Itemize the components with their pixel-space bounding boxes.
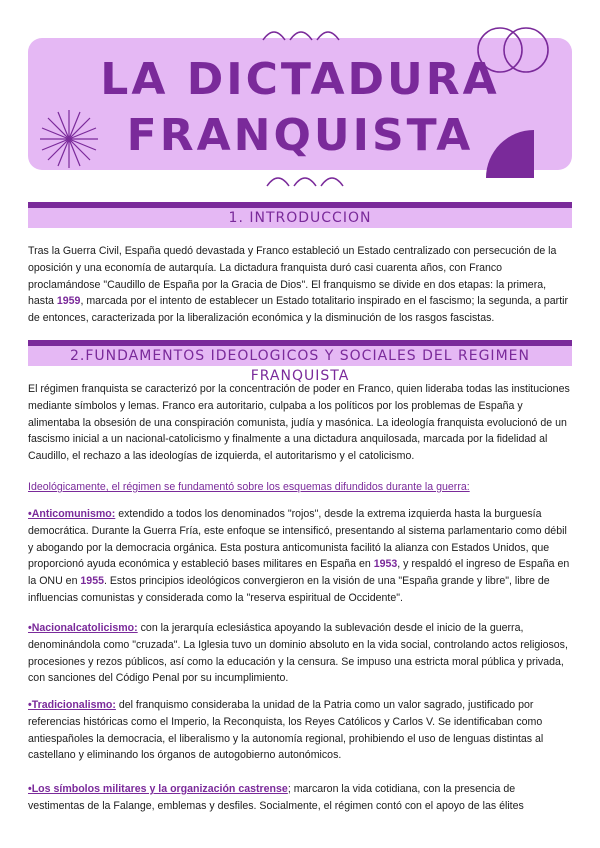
tradicionalismo-paragraph: •Tradicionalismo: del franquismo consideraba la unidad de la Patria como un valor sagrado, justificado por referencias históricas como el Imperio, la Reconquista, los Reyes Católicos y Carlos V. Se identificaban como antiespañoles la democracia, el liberalismo y la autonomía regional, prohibiendo el uso de lenguas distintas al castellano y eliminando los órganos de autogobierno autonómicos. [28, 699, 544, 762]
page-title-line1: LA DICTADURA [100, 54, 500, 105]
anticomunismo-paragraph: •Anticomunismo: extendido a todos los denominados "rojos", desde la extrema izquierda hasta la burguesía democrática. Durante la Guerra Fría, este enfoque se intensificó, presentando al sistema parlamentario como débil y abogando por la democracia orgánica. Esta postura anticomunista facilitó la alianza con Estados Unidos, que proporcionó ayuda económica y estableció bases militares en España en 1953, y respaldó el ingreso de España en la ONU en 1955. Estos principios ideológicos convergieron en la visión de una "España grande y libre", libre de influencias comunistas y considerada como la "reserva espiritual de Occidente". [28, 508, 570, 604]
anticomunismo-term: •Anticomunismo: [28, 508, 116, 520]
intro-paragraph: Tras la Guerra Civil, España quedó devastada y Franco estableció un Estado centralizado con persecución de la oposición y una economía de autarquía. La dictadura franquista duró casi cuarenta años, con Franco proclamándose "Caudillo de España por la Gracia de Dios". El franquismo se divide en dos etapas: la primera, hasta 1959, marcada por el intento de establecer un Estado totalitario inspirado en el fascismo; la segunda, a partir de entonces, caracterizada por la liberalización económica y la disminución de los rasgos fascistas. [28, 245, 569, 325]
nacionalcatolicismo-paragraph: •Nacionalcatolicismo: con la jerarquía eclesiástica apoyando la sublevación desde el inicio de la guerra, denominándola como "cruzada". La Iglesia tuvo un dominio absoluto en la vida social, controlando actos religiosos, procesiones y rezos públicos, así como la educación y la censura. Se impuso una estricta moral pública y privada, con sanciones del Código Penal por su incumplimiento. [28, 622, 568, 685]
section-title: 1. INTRODUCCION [28, 208, 572, 228]
page-title-line2: FRANQUISTA [126, 110, 474, 161]
nacionalcatolicismo-term: •Nacionalcatolicismo: [28, 622, 138, 634]
tradicionalismo-term: •Tradicionalismo: [28, 699, 116, 711]
section-heading-fundamentos [28, 340, 572, 384]
simbolos-paragraph: •Los símbolos militares y la organización castrense; marcaron la vida cotidiana, con la presencia de vestimentas de la Falange, emblemas y desfiles. Socialmente, el régimen contó con el apoyo de las élites [28, 783, 524, 812]
section-title: 2.FUNDAMENTOS IDEOLOGICOS Y SOCIALES DEL REGIMEN FRANQUISTA [28, 346, 572, 366]
simbolos-term: •Los símbolos militares y la organización castrense [28, 783, 288, 795]
decorative-arches-bottom-icon [262, 168, 352, 188]
fundamentos-lead: Ideológicamente, el régimen se fundamentó sobre los esquemas difundidos durante la guerra: [28, 481, 470, 493]
section-heading-intro [28, 202, 572, 228]
fundamentos-paragraph: El régimen franquista se caracterizó por la concentración de poder en Franco, quien lideraba todas las instituciones mediante símbolos y lemas. Franco era autoritario, culpaba a los políticos por los problemas de España y alimentaba la obsesión de una conspiración comunista, judía y masónica. La ideología franquista evolucionó de un fascismo inicial a un nacional-catolicismo y finalmente a una dictadura anquilosada, marcada por la fidelidad al Caudillo, el rechazo a las ideologías de izquierda, el autoritarismo y el catolicismo. [28, 383, 570, 463]
decorative-arches-top-icon [258, 22, 348, 42]
